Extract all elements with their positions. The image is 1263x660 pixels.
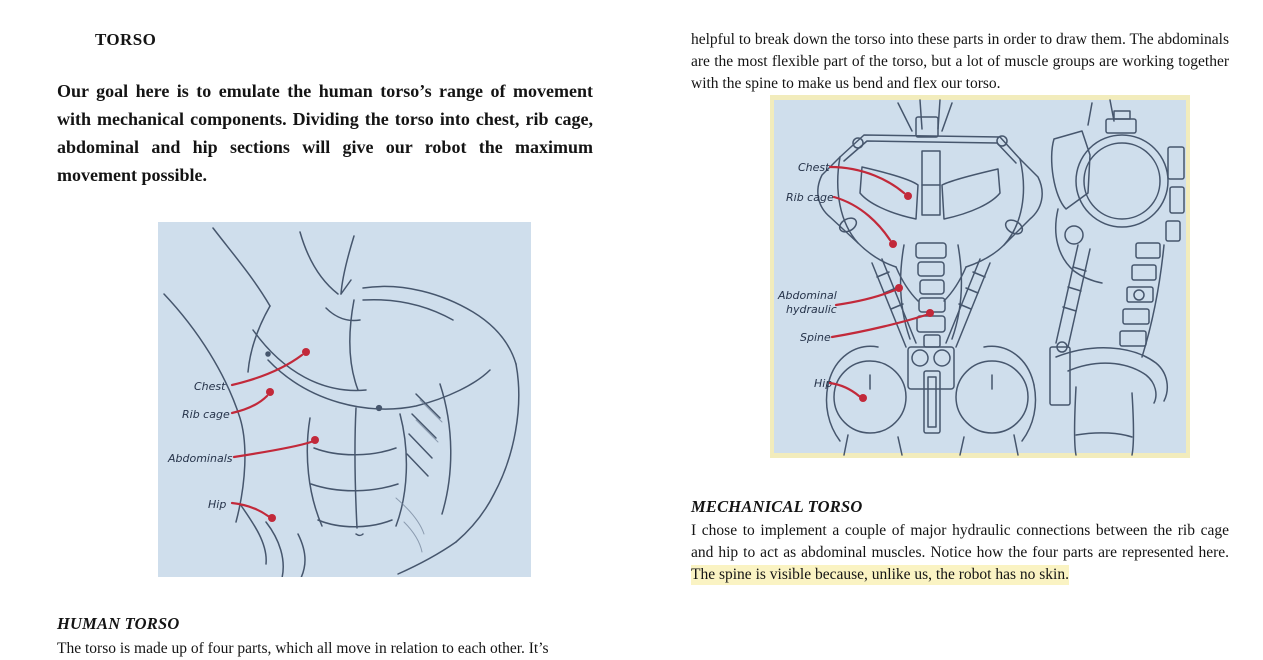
continuation-paragraph: helpful to break down the torso into these parts in order to draw them. The abdominals are the most flexible part of the torso, but a lot of muscle groups are working together with the spine to make us bend and flex our torso.: [691, 30, 1229, 92]
hip-pointer-dot: [859, 394, 867, 402]
mechanical-torso-paragraph: [691, 520, 1229, 586]
human-torso-illustration: [158, 222, 531, 577]
label-spine: Spine: [800, 331, 831, 344]
chest-pointer-dot: [904, 192, 912, 200]
label-rib-cage: Rib cage: [182, 408, 230, 421]
illustration-background: [774, 100, 1186, 453]
label-rib-cage: Rib cage: [786, 191, 834, 204]
human-torso-heading: HUMAN TORSO: [57, 613, 180, 633]
label-abdominal-hydraulic-line1: Abdominal: [778, 289, 837, 302]
mechanical-torso-illustration: [770, 95, 1190, 458]
label-hip: Hip: [208, 498, 227, 511]
intro-paragraph: Our goal here is to emulate the human torso’s range of movement with mechanical components. Dividing the torso into chest, rib cage, abdominal and hip sections will give our robot the maximum movement possible.: [57, 81, 593, 185]
mechanical-torso-text: I chose to implement a couple of major hydraulic connections between the rib cage and hip to act as abdominal muscles. Notice how the four parts are represented here.: [691, 521, 1229, 561]
label-chest: Chest: [798, 161, 830, 174]
rib-cage-pointer-dot: [889, 240, 897, 248]
mechanical-torso-heading: MECHANICAL TORSO: [691, 496, 863, 516]
highlighted-sentence: The spine is visible because, unlike us, the robot has no skin.: [691, 565, 1069, 583]
label-abdominal-hydraulic-line2: hydraulic: [786, 303, 837, 316]
human-torso-paragraph: The torso is made up of four parts, which all move in relation to each other. It’s: [57, 639, 549, 657]
abdominals-pointer-dot: [311, 436, 319, 444]
mechanical-torso-figure: [770, 95, 1190, 458]
spine-pointer-dot: [926, 309, 934, 317]
page-title-torso: TORSO: [95, 30, 157, 50]
abdominal-pointer-dot: [895, 284, 903, 292]
label-hip: Hip: [814, 377, 833, 390]
hip-pointer-dot: [268, 514, 276, 522]
human-torso-figure: [158, 222, 531, 577]
label-abdominals: Abdominals: [168, 452, 233, 465]
chest-pointer-dot: [302, 348, 310, 356]
label-chest: Chest: [194, 380, 226, 393]
rib-cage-pointer-dot: [266, 388, 274, 396]
